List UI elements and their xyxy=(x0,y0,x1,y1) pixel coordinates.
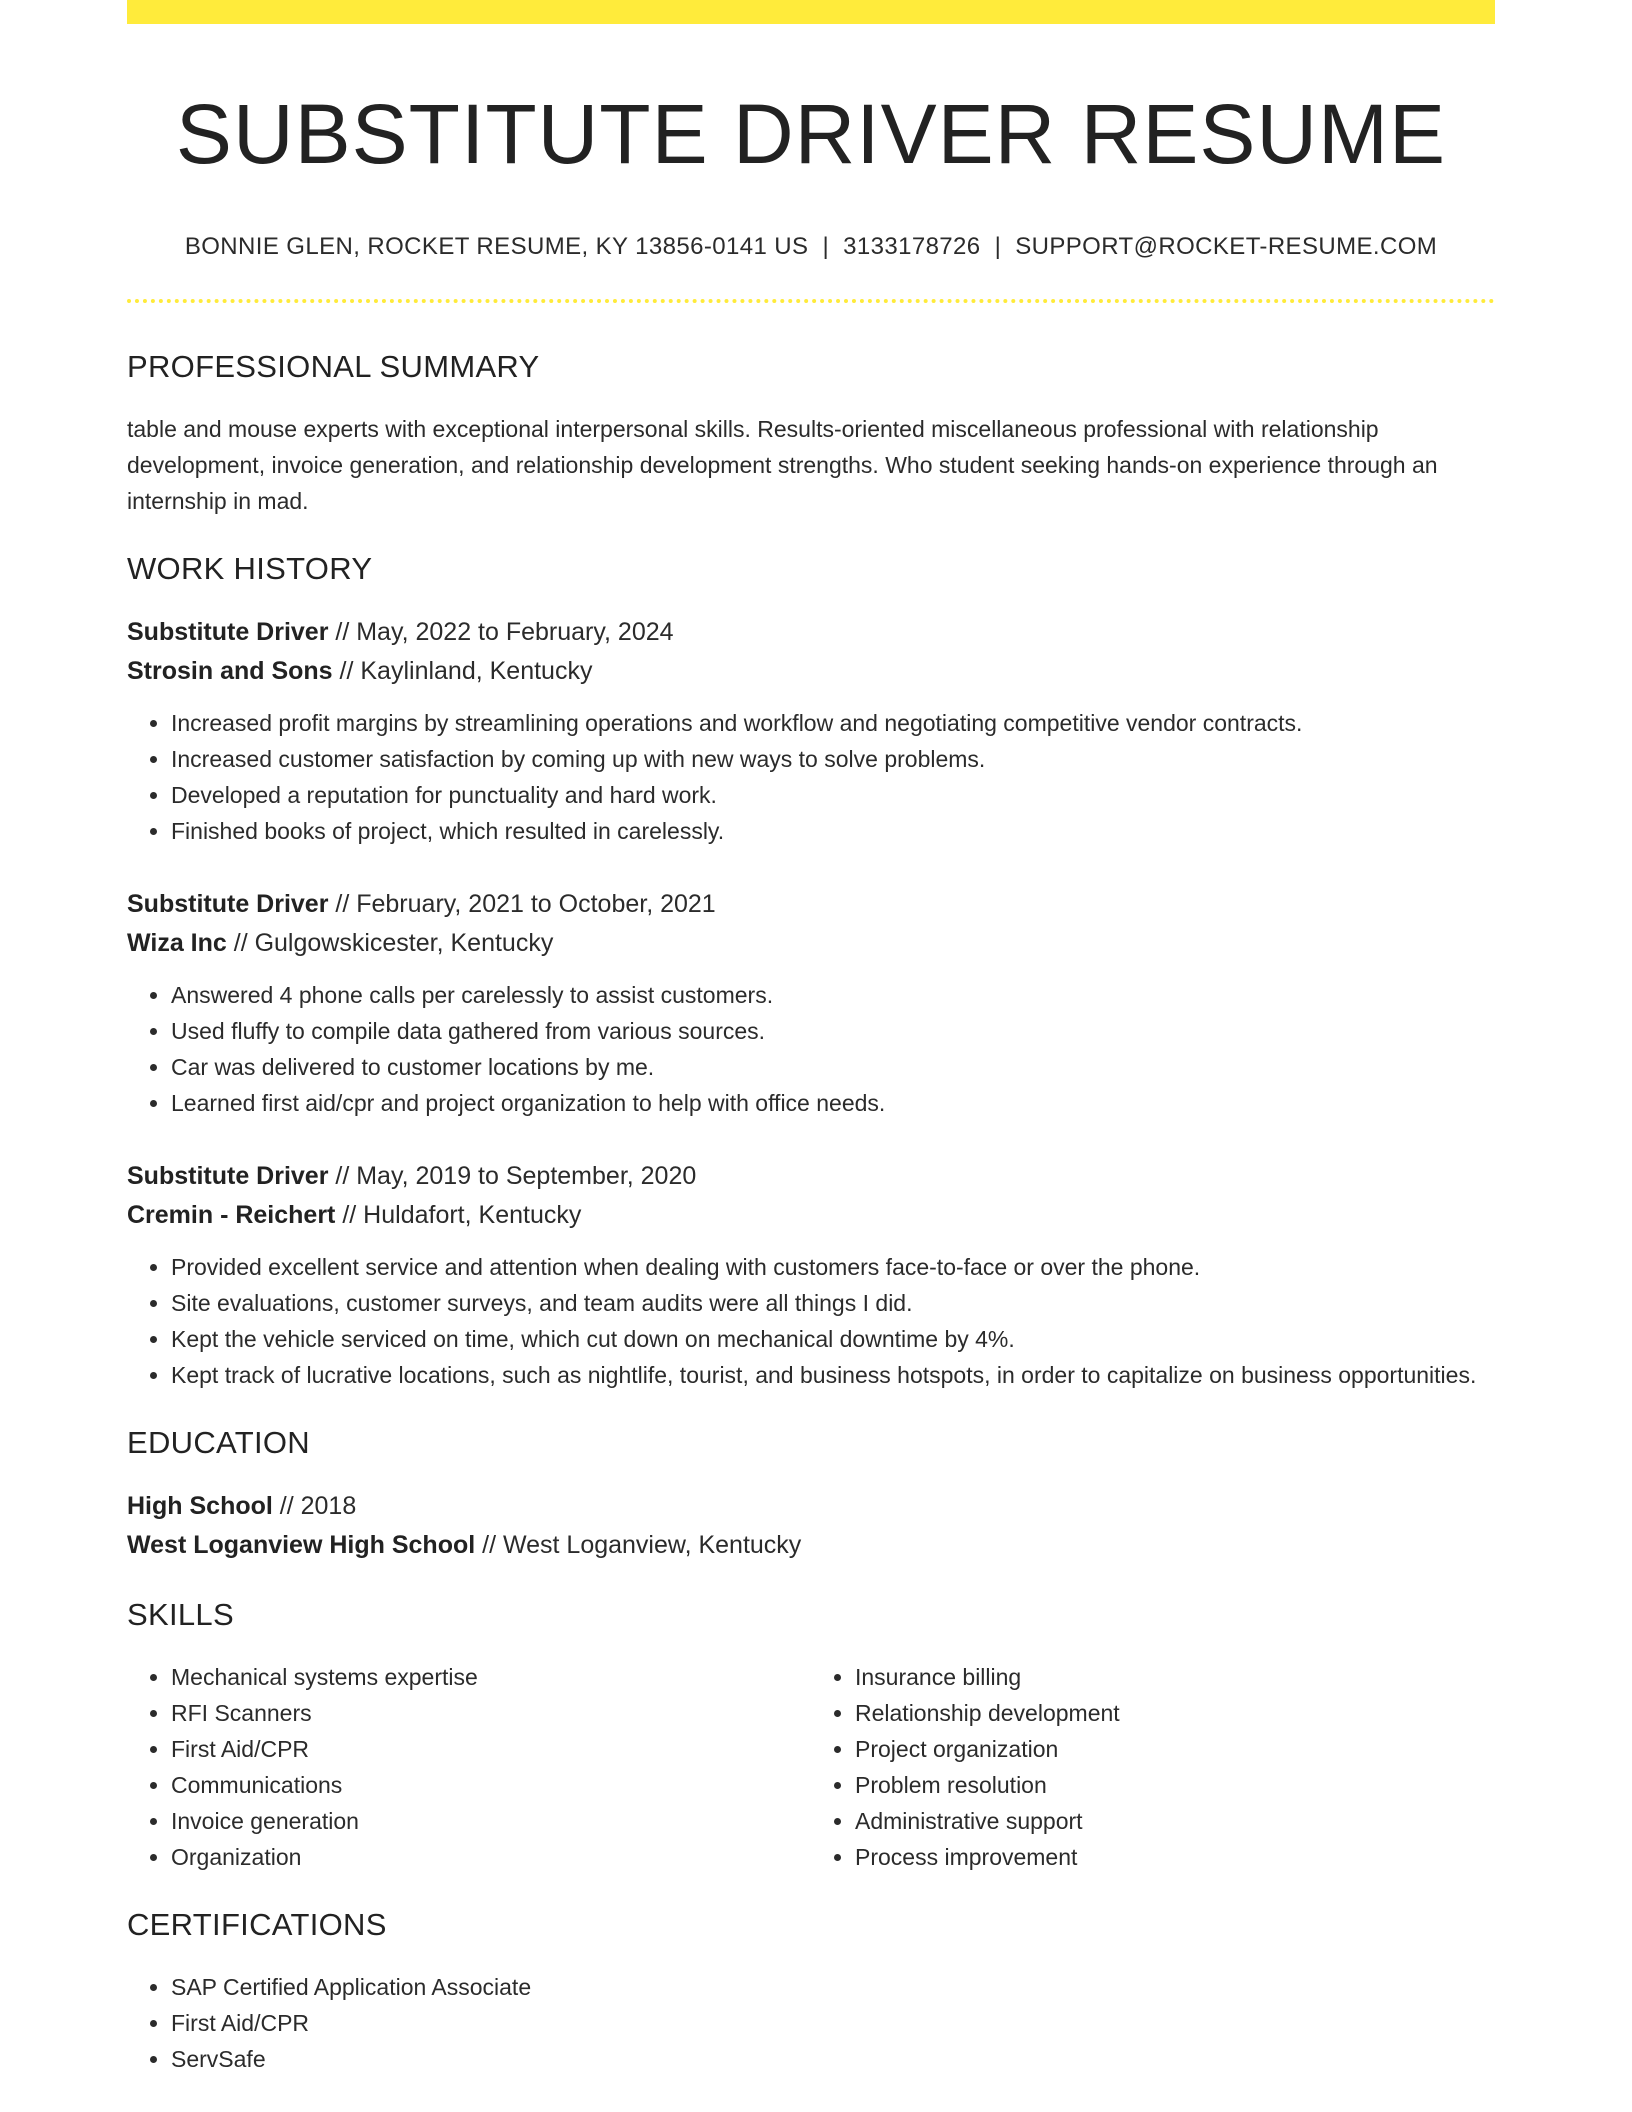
skills-columns xyxy=(127,1659,1495,1875)
education-school: West Loganview High School xyxy=(127,1530,476,1559)
contact-separator: | xyxy=(994,232,1002,260)
list-item: • Kept the vehicle serviced on time, which cut down on mechanical downtime by 4%. xyxy=(171,1321,1495,1357)
professional-summary-section xyxy=(127,349,1495,519)
section-heading-certifications: CERTIFICATIONS xyxy=(127,1906,387,1942)
list-item: • Project organization xyxy=(855,1731,1495,1767)
list-item: • Finished books of project, which resulted in carelessly. xyxy=(171,813,1495,849)
list-item: • Mechanical systems expertise xyxy=(171,1659,811,1695)
job-bullets xyxy=(127,1249,1495,1393)
job-title: Substitute Driver xyxy=(127,1161,329,1190)
job-company-line xyxy=(127,652,1495,691)
list-item: • First Aid/CPR xyxy=(171,1731,811,1767)
list-item: • Used fluffy to compile data gathered from various sources. xyxy=(171,1013,1495,1049)
list-item: • Car was delivered to customer locations by me. xyxy=(171,1049,1495,1085)
work-history-section xyxy=(127,551,1495,1393)
education-degree: High School xyxy=(127,1491,273,1520)
summary-text: table and mouse experts with exceptional interpersonal skills. Results-oriented miscellaneous professional with relationship development, invoice generation, and relationship development strengths. Who student seeking hands-on experience through an internship in mad. xyxy=(127,415,1438,514)
list-item: • Organization xyxy=(171,1839,811,1875)
job-dates: // February, 2021 to October, 2021 xyxy=(335,889,716,918)
contact-email: SUPPORT@ROCKET-RESUME.COM xyxy=(1015,232,1438,260)
education-entry xyxy=(127,1487,1495,1565)
job-bullets xyxy=(127,977,1495,1121)
job-entry xyxy=(127,613,1495,849)
job-company: Cremin - Reichert xyxy=(127,1200,336,1229)
job-title: Substitute Driver xyxy=(127,617,329,646)
job-location: // Gulgowskicester, Kentucky xyxy=(233,928,554,957)
list-item: • Provided excellent service and attention when dealing with customers face-to-face or over the phone. xyxy=(171,1249,1495,1285)
list-item: • Learned first aid/cpr and project organization to help with office needs. xyxy=(171,1085,1495,1121)
education-year: // 2018 xyxy=(279,1491,357,1520)
skills-list-left xyxy=(127,1659,811,1875)
education-location: // West Loganview, Kentucky xyxy=(482,1530,802,1559)
job-title-line xyxy=(127,613,1495,652)
resume-page xyxy=(127,0,1495,2077)
section-heading-education: EDUCATION xyxy=(127,1424,310,1460)
contact-address: BONNIE GLEN, ROCKET RESUME, KY 13856-0141 US xyxy=(184,232,809,260)
job-location: // Huldafort, Kentucky xyxy=(342,1200,582,1229)
section-heading-summary: PROFESSIONAL SUMMARY xyxy=(127,348,540,384)
skills-section xyxy=(127,1597,1495,1875)
job-company: Wiza Inc xyxy=(127,928,227,957)
list-item: • Relationship development xyxy=(855,1695,1495,1731)
job-company: Strosin and Sons xyxy=(127,656,333,685)
job-entry xyxy=(127,1157,1495,1393)
contact-phone: 3133178726 xyxy=(843,232,981,260)
section-heading-skills: SKILLS xyxy=(127,1596,234,1632)
education-degree-line xyxy=(127,1487,1495,1526)
dotted-divider xyxy=(127,299,1495,303)
list-item: • RFI Scanners xyxy=(171,1695,811,1731)
list-item: • Communications xyxy=(171,1767,811,1803)
job-company-line xyxy=(127,924,1495,963)
list-item: • Process improvement xyxy=(855,1839,1495,1875)
list-item: • Problem resolution xyxy=(855,1767,1495,1803)
list-item: • Insurance billing xyxy=(855,1659,1495,1695)
top-accent-bar xyxy=(127,0,1495,24)
job-title-line xyxy=(127,1157,1495,1196)
list-item: • Invoice generation xyxy=(171,1803,811,1839)
list-item: • Increased customer satisfaction by coming up with new ways to solve problems. xyxy=(171,741,1495,777)
list-item: • SAP Certified Application Associate xyxy=(171,1969,1495,2005)
contact-line xyxy=(127,233,1495,261)
list-item: • Increased profit margins by streamlining operations and workflow and negotiating competitive vendor contracts. xyxy=(171,705,1495,741)
skills-list-right xyxy=(811,1659,1495,1875)
job-dates: // May, 2019 to September, 2020 xyxy=(335,1161,697,1190)
job-location: // Kaylinland, Kentucky xyxy=(339,656,593,685)
list-item: • Site evaluations, customer surveys, and team audits were all things I did. xyxy=(171,1285,1495,1321)
contact-separator: | xyxy=(822,232,830,260)
certifications-section xyxy=(127,1907,1495,2077)
certifications-list xyxy=(127,1969,1495,2077)
list-item: • Kept track of lucrative locations, such as nightlife, tourist, and business hotspots, in order to capitalize on business opportunities. xyxy=(171,1357,1495,1393)
job-title-line xyxy=(127,885,1495,924)
job-dates: // May, 2022 to February, 2024 xyxy=(335,617,674,646)
list-item: • ServSafe xyxy=(171,2041,1495,2077)
list-item: • Developed a reputation for punctuality and hard work. xyxy=(171,777,1495,813)
job-company-line xyxy=(127,1196,1495,1235)
education-section xyxy=(127,1425,1495,1565)
list-item: • Administrative support xyxy=(855,1803,1495,1839)
resume-title: SUBSTITUTE DRIVER RESUME xyxy=(175,87,1447,181)
list-item: • First Aid/CPR xyxy=(171,2005,1495,2041)
education-school-line xyxy=(127,1526,1495,1565)
job-bullets xyxy=(127,705,1495,849)
job-entry xyxy=(127,885,1495,1121)
section-heading-work-history: WORK HISTORY xyxy=(127,550,373,586)
job-title: Substitute Driver xyxy=(127,889,329,918)
list-item: • Answered 4 phone calls per carelessly to assist customers. xyxy=(171,977,1495,1013)
